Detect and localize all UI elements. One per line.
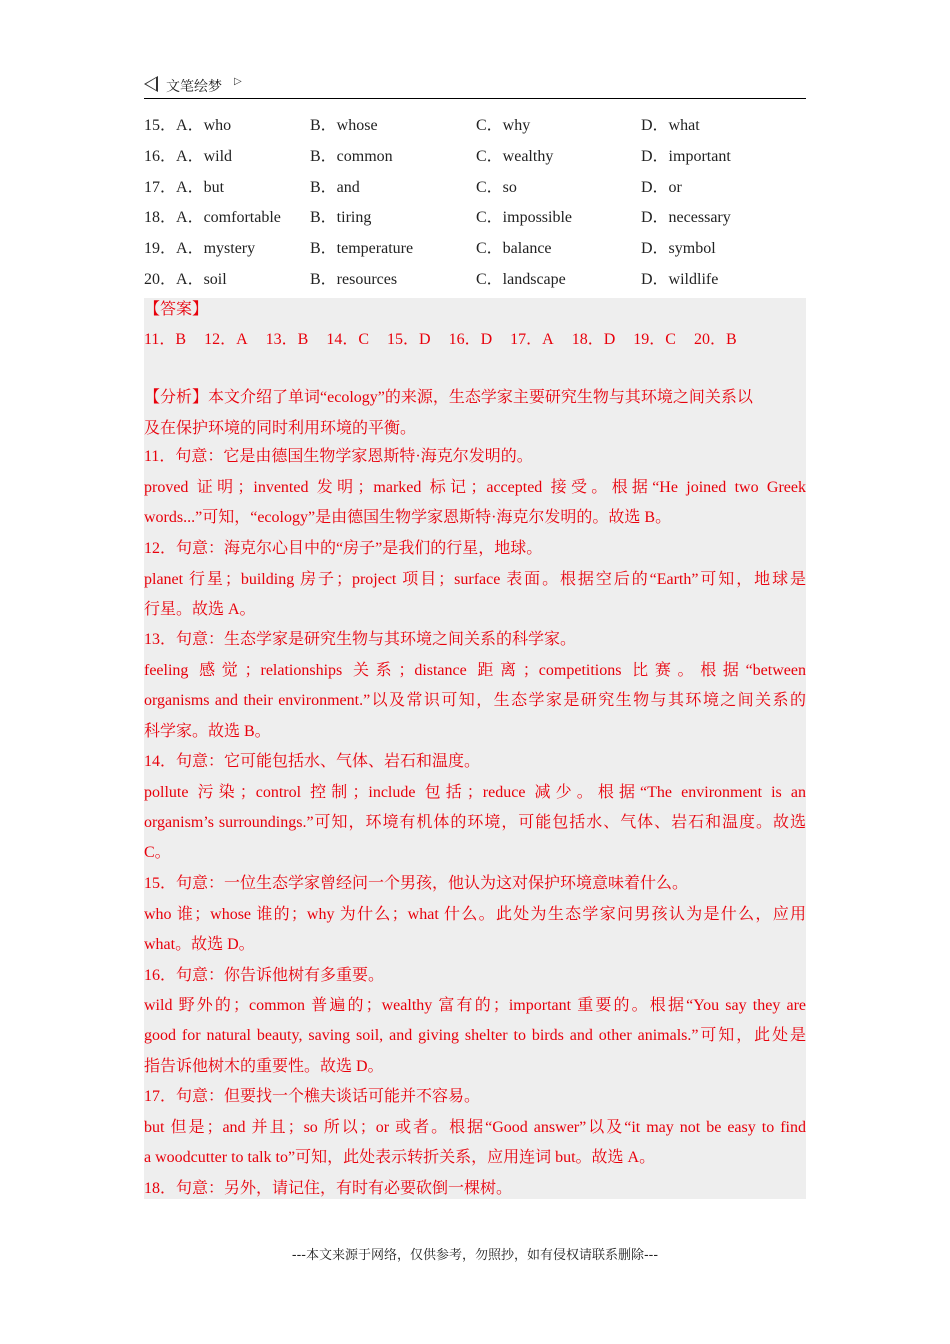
option-row xyxy=(144,265,806,296)
meaning-line: 17．句意：但要找一个樵夫谈话可能并不容易。 xyxy=(144,1088,481,1105)
explanation-line: what。故选 D。 xyxy=(144,936,255,953)
page-header xyxy=(144,72,806,99)
answer-key: 16．D xyxy=(448,331,493,348)
answer-key: 14．C xyxy=(326,331,370,348)
meaning-line: 13．句意：生态学家是研究生物与其环境之间关系的科学家。 xyxy=(144,631,577,648)
explanation-line: but 但是；and 并且；so 所以；or 或者。根据“Good answer”以及“it may not be easy to find xyxy=(144,1119,806,1136)
option-row xyxy=(144,173,806,204)
answer-key: 20．B xyxy=(693,331,737,348)
explanation-line: C。 xyxy=(144,844,171,861)
answer-keys xyxy=(144,325,806,355)
explanation-line: a woodcutter to talk to”可知，此处表示转折关系，应用连词 but。故选 A。 xyxy=(144,1149,656,1166)
meaning-line: 15．句意：一位生态学家曾经问一个男孩，他认为这对保护环境意味着什么。 xyxy=(144,875,689,892)
option-d: D．necessary xyxy=(641,209,731,227)
option-a: 20．A．soil xyxy=(144,270,227,288)
analysis-label: 【分析】 xyxy=(144,389,209,406)
option-row xyxy=(144,234,806,265)
meaning-line: 11．句意：它是由德国生物学家恩斯特·海克尔发明的。 xyxy=(144,448,533,465)
option-d: D．wildlife xyxy=(641,270,719,288)
option-row xyxy=(144,142,806,173)
answer-key: 17．A xyxy=(510,331,554,348)
meaning-line: 18．句意：另外，请记住，有时有必要砍倒一棵树。 xyxy=(144,1180,513,1197)
options-list xyxy=(144,111,806,296)
option-a: 15．A．who xyxy=(144,117,232,134)
option-c: C．landscape xyxy=(476,270,566,288)
option-d: D．or xyxy=(641,178,682,196)
triangle-left-icon xyxy=(144,76,158,92)
option-row xyxy=(144,111,806,142)
option-b: B．common xyxy=(310,147,393,165)
answer-key: 15．D xyxy=(387,331,431,348)
explanation-line: who 谁；whose 谁的；why 为什么；what 什么。此处为生态学家问男孩认为是什么，应用 xyxy=(144,906,806,923)
analysis-line xyxy=(144,383,806,413)
option-c: C．why xyxy=(476,117,531,134)
meaning-line: 14．句意：它可能包括水、气体、岩石和温度。 xyxy=(144,753,481,770)
answer-key: 13．B xyxy=(265,331,309,348)
page-footer: ---本文来源于网络，仅供参考，勿照抄，如有侵权请联系删除--- xyxy=(291,1248,659,1263)
option-b: B．whose xyxy=(310,117,378,134)
explanation-line: 行星。故选 A。 xyxy=(144,601,256,618)
option-b: B．and xyxy=(310,178,360,196)
option-a: 18．A．comfortable xyxy=(144,209,281,227)
explanation-line: 科学家。故选 B。 xyxy=(144,723,271,740)
option-c: C．balance xyxy=(476,240,552,258)
option-a: 19．A．mystery xyxy=(144,240,256,258)
explanation-line: planet 行星；building 房子；project 项目；surface 表面。根据空后的“Earth”可知，地球是 xyxy=(144,571,806,588)
explanation-line: wild 野外的；common 普遍的；wealthy 富有的；important 重要的。根据“You say they are xyxy=(144,997,806,1014)
option-c: C．wealthy xyxy=(476,147,554,165)
triangle-right-icon: ▷ xyxy=(234,76,242,87)
option-b: B．temperature xyxy=(310,240,414,258)
option-d: D．what xyxy=(641,117,700,134)
answer-key: 18．D xyxy=(571,331,616,348)
option-a: 17．A．but xyxy=(144,178,225,196)
explanation-line: good for natural beauty, saving soil, and giving shelter to birds and other animals.”可知，此处是 xyxy=(144,1027,806,1044)
answer-key: 11．B xyxy=(144,331,187,348)
option-d: D．important xyxy=(641,147,731,165)
explanation-line: feeling 感觉；relationships 关系；distance 距离；competitions 比赛。根据“between xyxy=(144,662,806,679)
option-b: B．tiring xyxy=(310,209,372,227)
answer-label: 【答案】 xyxy=(144,301,209,318)
explanation-line: proved 证明；invented 发明；marked 标记；accepted 接受。根据“He joined two Greek xyxy=(144,479,806,496)
option-a: 16．A．wild xyxy=(144,147,233,165)
option-c: C．impossible xyxy=(476,209,573,227)
explanation-line: 指告诉他树木的重要性。故选 D。 xyxy=(144,1058,384,1075)
meaning-line: 12．句意：海克尔心目中的“房子”是我们的行星，地球。 xyxy=(144,540,543,557)
explanation-line: pollute 污染；control 控制；include 包括；reduce 减少。根据“The environment is an xyxy=(144,784,806,801)
option-d: D．symbol xyxy=(641,240,716,258)
explanation-line: words...”可知，“ecology”是由德国生物学家恩斯特·海克尔发明的。故选 B。 xyxy=(144,509,672,526)
meaning-line: 16．句意：你告诉他树有多重要。 xyxy=(144,967,385,984)
explanation-line: organisms and their environment.”以及常识可知，生态学家是研究生物与其环境之间关系的 xyxy=(144,692,806,709)
analysis-text: 本文介绍了单词“ecology”的来源，生态学家主要研究生物与其环境之间关系以 xyxy=(208,389,753,406)
explanation-line: organism’s surroundings.”可知，环境有机体的环境，可能包括水、气体、岩石和温度。故选 xyxy=(144,814,806,831)
header-logo-text: 文笔绘梦 xyxy=(166,79,222,95)
analysis-line: 及在保护环境的同时利用环境的平衡。 xyxy=(144,420,417,437)
answer-key: 19．C xyxy=(633,331,676,348)
answer-key: 12．A xyxy=(204,331,248,348)
option-row xyxy=(144,203,806,234)
option-c: C．so xyxy=(476,178,517,196)
option-b: B．resources xyxy=(310,270,398,288)
